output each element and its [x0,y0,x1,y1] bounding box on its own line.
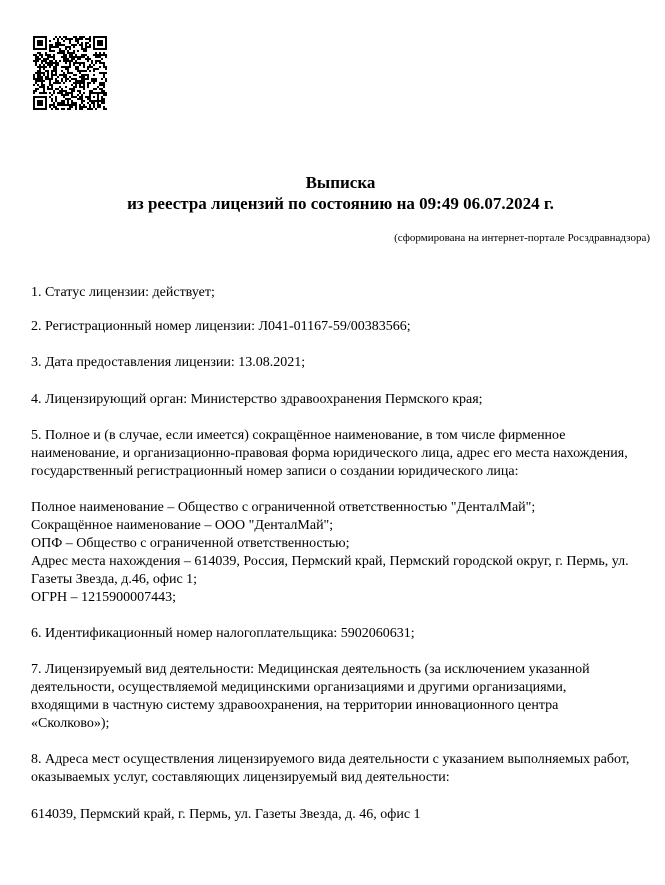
item-entity-heading: 5. Полное и (в случае, если имеется) сокращённое наименование, в том числе фирменное наименование, и организационно-правовая форма юридического лица, адрес его места нахождения, государственный регистрационный номер записи о создании юридического лица: [31,428,628,479]
item-license-number: 2. Регистрационный номер лицензии: Л041-01167-59/00383566; [31,319,411,334]
item-licensing-authority: 4. Лицензирующий орган: Министерство здравоохранения Пермского края; [31,392,483,407]
entity-ogrn: ОГРН – 1215900007443; [31,590,176,605]
item-activity: 7. Лицензируемый вид деятельности: Медицинская деятельность (за исключением указанной деятельности, осуществляемой медицинскими организациями и другими организациями, входящими в частную систему здравоохранения, на территории инновационного центра «Сколково»); [31,662,590,731]
generated-note: (сформирована на интернет-портале Росздравнадзора) [394,232,650,244]
item-license-date: 3. Дата предоставления лицензии: 13.08.2021; [31,355,306,370]
qr-code-icon [33,36,107,110]
item-places: 8. Адреса мест осуществления лицензируемого вида деятельности с указанием выполняемых работ, оказываемых услуг, составляющих лицензируемый вид деятельности: [31,752,630,785]
qr-code [33,36,107,110]
entity-full-name: Полное наименование – Общество с ограниченной ответственностью "ДенталМай"; [31,500,536,515]
document-title: Выписка [305,173,376,192]
entity-short-name: Сокращённое наименование – ООО "ДенталМай"; [31,518,334,533]
item-inn: 6. Идентификационный номер налогоплательщика: 5902060631; [31,626,415,641]
place-address: 614039, Пермский край, г. Пермь, ул. Газеты Звезда, д. 46, офис 1 [31,807,421,822]
item-license-status: 1. Статус лицензии: действует; [31,285,215,300]
document-subtitle: из реестра лицензий по состоянию на 09:49 06.07.2024 г. [127,194,554,213]
entity-details [31,499,631,607]
entity-address: Адрес места нахождения – 614039, Россия, Пермский край, Пермский городской округ, г. Пермь, ул. Газеты Звезда, д.46, офис 1; [31,554,629,587]
entity-opf: ОПФ – Общество с ограниченной ответственностью; [31,536,350,551]
